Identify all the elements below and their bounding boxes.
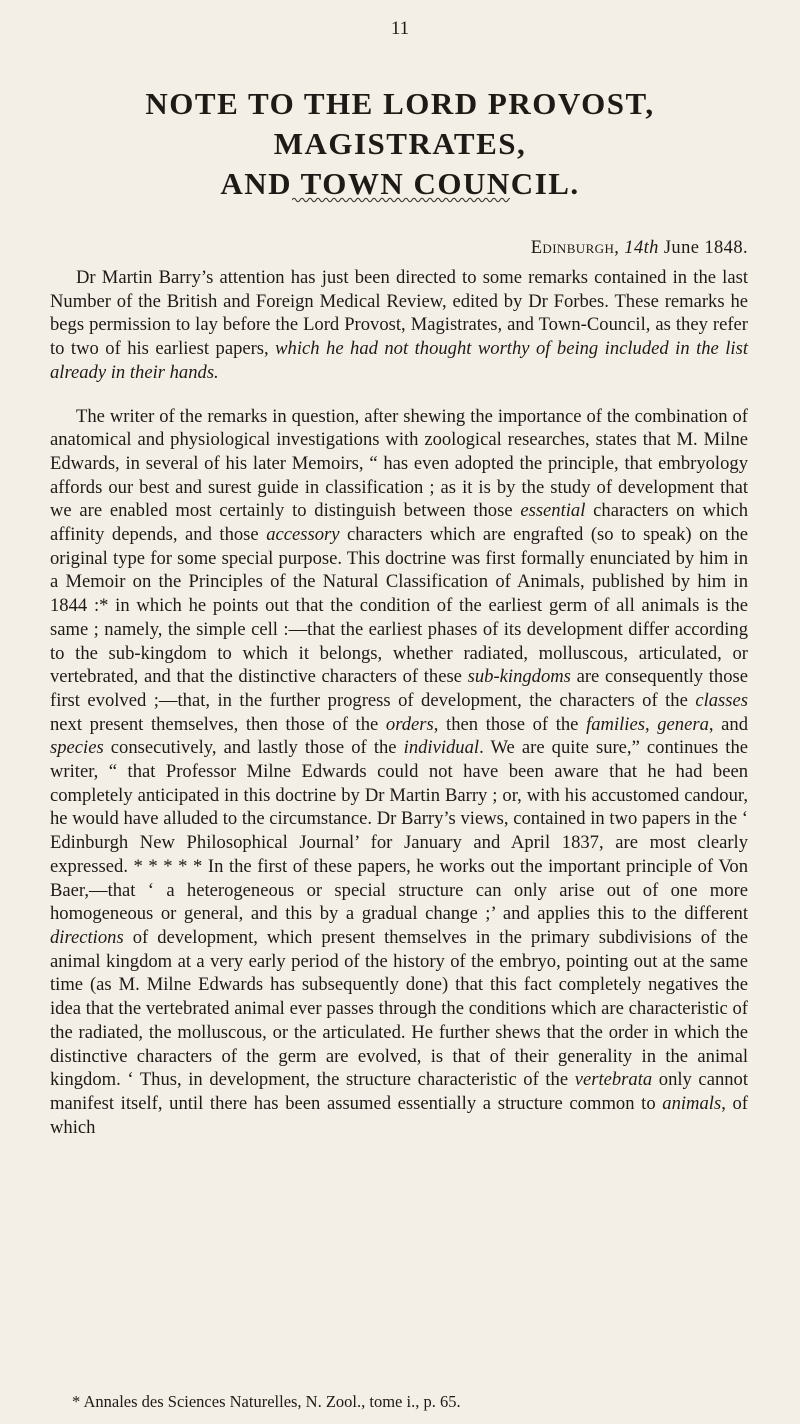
p2-text: next present themselves, then those of the — [50, 713, 386, 735]
paragraph-1-italic: which he had not thought worthy of being included in the list already in their hands. — [50, 338, 748, 383]
page-heading — [40, 84, 760, 204]
heading-line-2: AND TOWN COUNCIL. — [220, 166, 580, 201]
p2-italic: orders — [385, 713, 434, 735]
p2-text: , of which — [50, 1092, 748, 1138]
p2-italic: sub-kingdoms — [467, 666, 571, 688]
page-number: 11 — [390, 18, 410, 39]
heading-line-1: NOTE TO THE LORD PROVOST, MAGISTRATES, — [145, 86, 655, 161]
p2-italic: essential — [520, 500, 586, 522]
p2-italic: species — [50, 737, 104, 759]
p2-text: , and — [708, 713, 749, 735]
p2-text: The writer of the remarks in question, after shewing the importance of the combination of anatomical and physiological investigations with zoological researches, states that M. Milne Edwards, in several of his later Memoirs, “ has even adopted the principle, that embryology affords our best and surest guide in classification ; as it is by the study of development that we are enabled most certainly to distinguish between those — [50, 405, 748, 522]
dateline — [531, 238, 748, 259]
dateline-date: June 1848. — [663, 238, 748, 258]
paragraph-2 — [50, 405, 748, 1140]
body-text — [50, 266, 748, 1139]
p2-text: consecutively, and lastly those of the — [103, 737, 404, 759]
p2-italic: animals — [662, 1092, 722, 1114]
p2-text: characters which are engrafted (so to speak) on the original type for some special purpose. This doctrine was first formally enunciated by him in a Memoir on the Principles of the Natural Classification of Animals, published by him in 1844 :* in which he points out that the condition of the earliest germ of all animals is the same ; namely, the simple cell :—that the earliest phases of its development differ according to the sub-kingdom to which it belongs, whether radiated, molluscous, articulated, or vertebrated, and that the distinctive characters of these — [50, 524, 748, 688]
paragraph-1 — [50, 266, 748, 385]
p2-text: characters on which affinity depends, and those — [50, 500, 749, 546]
p2-italic: vertebrata — [574, 1069, 653, 1091]
paragraph-1-text: Dr Martin Barry’s attention has just been directed to some remarks contained in the last Number of the British and Foreign Medical Review, edited by Dr Forbes. These remarks he begs permission to lay before the Lord Provost, Magistrates, and Town-Council, as they refer to two of his earliest papers, — [50, 267, 748, 360]
p2-italic: individual — [403, 737, 480, 759]
p2-text: , then those of the — [433, 713, 587, 735]
footnote: * Annales des Sciences Naturelles, N. Zool., tome i., p. 65. — [72, 1392, 461, 1411]
p2-text: . We are quite sure,” continues the writer, “ that Professor Milne Edwards could not have been aware that he had been completely anticipated in this doctrine by Dr Martin Barry ; or, with his accustomed candour, he would have alluded to the circumstance. Dr Barry’s views, contained in two papers in the ‘ Edinburgh New Philosophical Journal’ for January and April 1837, are most clearly expressed. * * * * * In the first of these papers, he works out the important principle of Von Baer,—that ‘ a heterogeneous or special structure can only arise out of one more homogeneous or general, and this by a gradual change ;’ and applies this to the different — [50, 737, 749, 925]
p2-text: only cannot manifest itself, until there has been assumed essentially a structure common to — [50, 1069, 748, 1114]
p2-italic: families — [586, 713, 645, 735]
p2-italic: genera — [657, 713, 709, 735]
p2-italic: classes — [695, 689, 748, 711]
dateline-day: 14th — [624, 238, 659, 258]
p2-italic: directions — [50, 926, 124, 948]
p2-italic: accessory — [266, 524, 340, 546]
p2-text: of development, which present themselves in the primary subdivisions of the animal kingdom at a very early period of the history of the embryo, pointing out at the same time (as M. Milne Edwards has subsequently done) that this fact completely negatives the idea that the vertebrated animal ever passes through the conditions which are characteristic of the radiated, the molluscous, or the articulated. He further shews that the order in which the distinctive characters of the germ are evolved, is that of their generality in the animal kingdom. ‘ Thus, in development, the structure characteristic of the — [50, 926, 748, 1091]
wavy-rule-ornament — [292, 196, 510, 204]
p2-text: are consequently those first evolved ;—that, in the further progress of development, the characters of the — [50, 666, 749, 711]
dateline-place: Edinburgh, — [530, 238, 620, 258]
p2-text: , — [644, 713, 658, 735]
